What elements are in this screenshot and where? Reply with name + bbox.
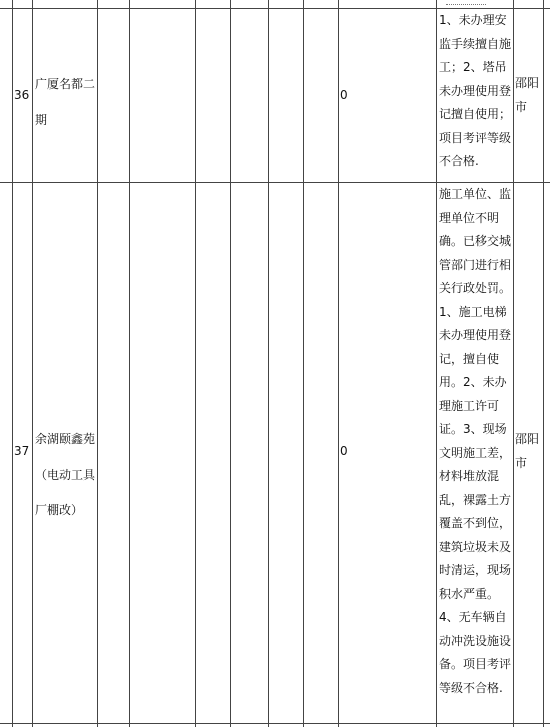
issue-description: 施工单位、监 理单位不明 确。已移交城 管部门进行相 关行政处罚。 1、施工电梯 未办理使用登 记，擅自使 用。2、未办 理施工许可 证。3、现场 文明施工差， 材料堆放混 乱，裸露土方 覆盖不到位， 建筑垃圾未及 时清运，现场 积水严重。 4、无车辆自 动冲洗设施设 备。项目考评 等级不合格. xyxy=(439,187,512,695)
row-number: 36 xyxy=(14,88,30,102)
value-cell: 0 xyxy=(340,88,348,102)
project-name: 广厦名都二 期 xyxy=(35,77,96,127)
row-number: 37 xyxy=(14,444,30,458)
previous-row-fragment xyxy=(446,0,486,5)
issue-description: 1、未办理安 监手续擅自施 工；2、塔吊 未办理使用登 记擅自使用； 项目考评等级 不合格. xyxy=(439,13,512,168)
region-cell: 邵阳 市 xyxy=(515,76,540,114)
project-name: 余湖颐鑫苑 （电动工具 厂棚改） xyxy=(35,432,96,517)
value-cell: 0 xyxy=(340,444,348,458)
region-cell: 邵阳 市 xyxy=(515,432,540,470)
